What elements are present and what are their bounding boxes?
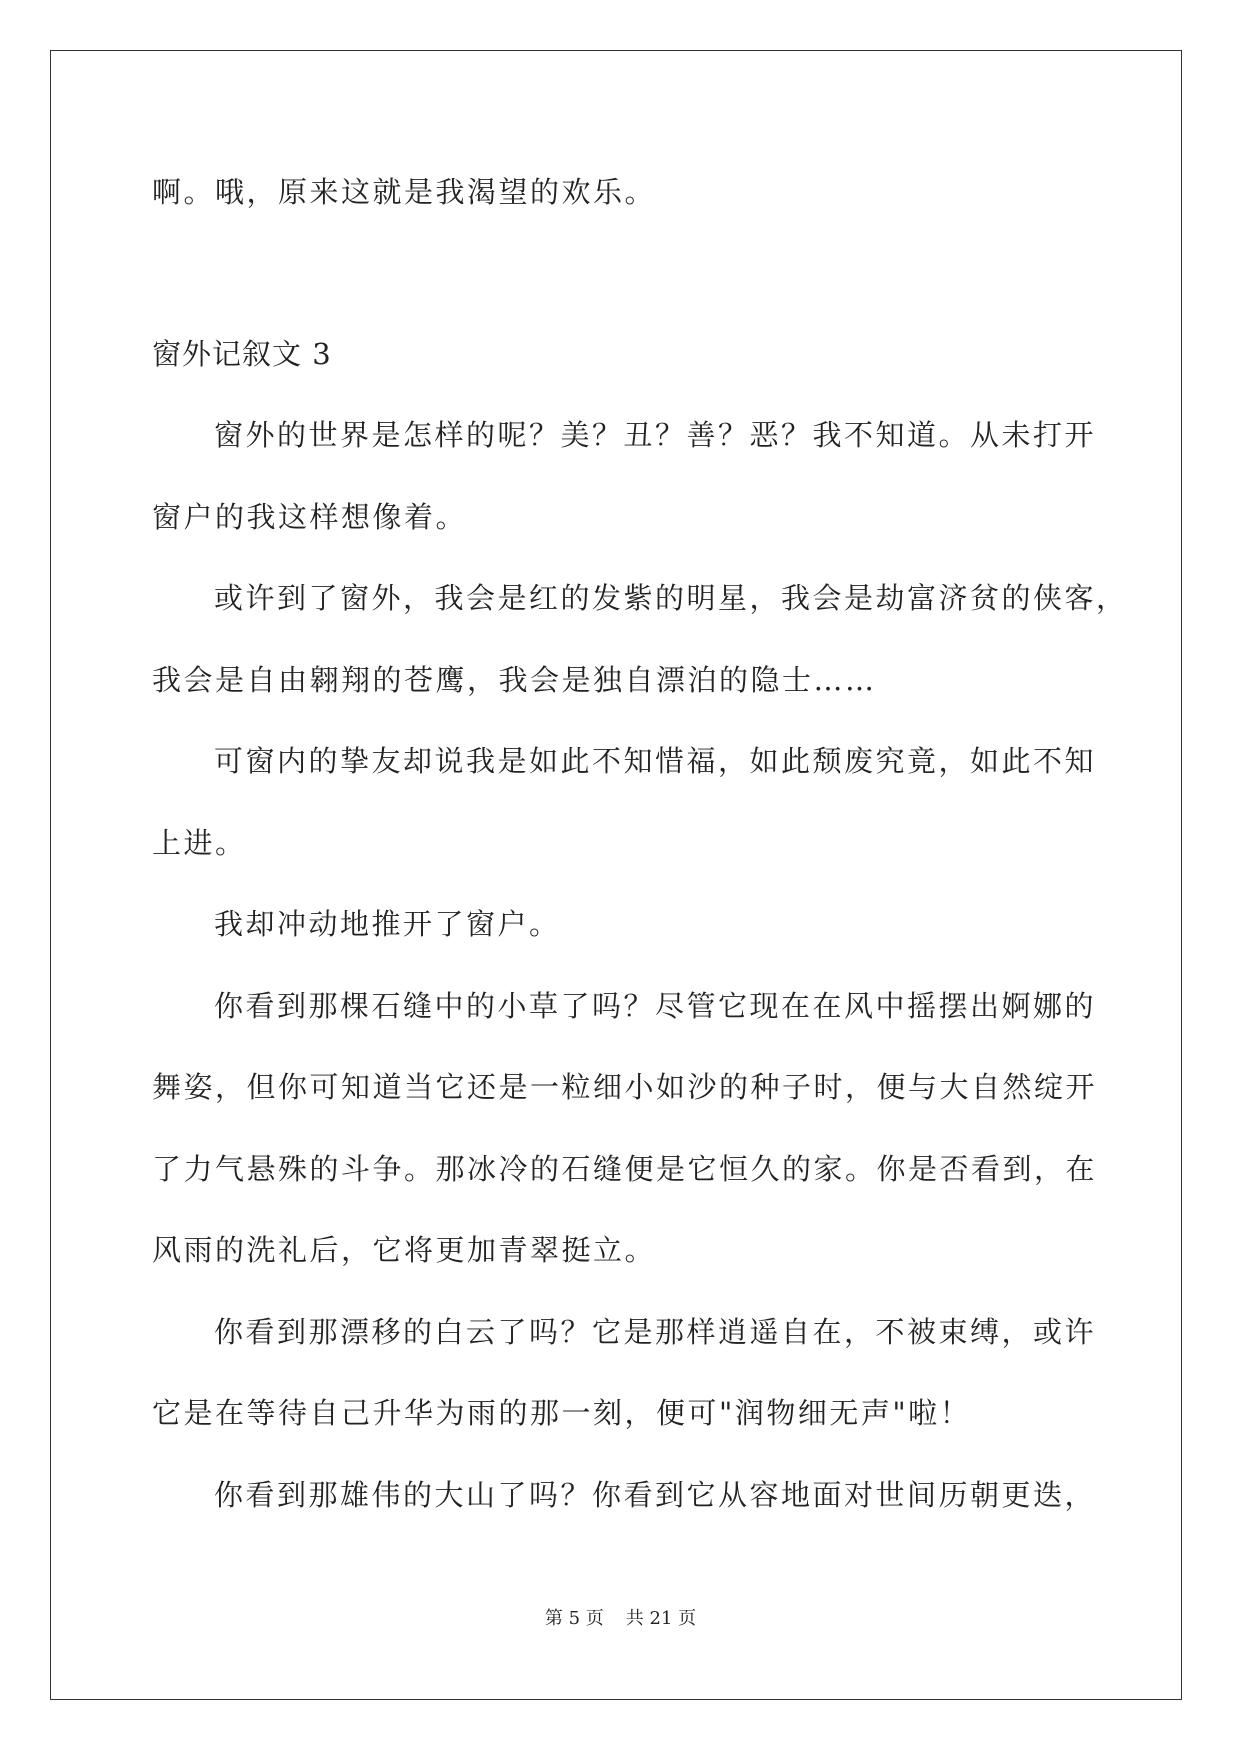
text-line: 舞姿，但你可知道当它还是一粒细小如沙的种子时，便与大自然绽开: [152, 1070, 1098, 1104]
text-line: 了力气悬殊的斗争。那冰冷的石缝便是它恒久的家。你是否看到，在: [152, 1152, 1098, 1186]
section-heading: 窗外记叙文 3: [152, 337, 332, 371]
paragraph-line: 我却冲动地推开了窗户。: [214, 907, 561, 941]
paragraph-line: 或许到了窗外，我会是红的发紫的明星，我会是劫富济贫的侠客，: [214, 581, 1128, 615]
current-page-label: 第 5 页: [544, 1608, 604, 1629]
paragraph-line: 可窗内的挚友却说我是如此不知惜福，如此颓废究竟，如此不知: [214, 744, 1097, 778]
text-line: 我会是自由翱翔的苍鹰，我会是独自漂泊的隐士……: [152, 663, 877, 697]
total-pages-label: 共 21 页: [625, 1608, 697, 1629]
page-frame: [50, 50, 1182, 1700]
text-line: 风雨的洗礼后，它将更加青翠挺立。: [152, 1233, 657, 1267]
page-number-footer: [0, 1607, 1241, 1631]
text-line: 它是在等待自己升华为雨的那一刻，便可"润物细无声"啦！: [152, 1396, 972, 1430]
text-line: 窗户的我这样想像着。: [152, 500, 468, 534]
text-line: 上进。: [152, 826, 247, 860]
text-line: 啊。哦，原来这就是我渴望的欢乐。: [152, 175, 657, 209]
paragraph-line: 你看到那漂移的白云了吗？它是那样逍遥自在，不被束缚，或许: [214, 1315, 1097, 1349]
paragraph-line: 窗外的世界是怎样的呢？美？丑？善？恶？我不知道。从未打开: [214, 418, 1097, 452]
paragraph-line: 你看到那雄伟的大山了吗？你看到它从容地面对世间历朝更迭，: [214, 1478, 1097, 1512]
paragraph-line: 你看到那棵石缝中的小草了吗？尽管它现在在风中摇摆出婀娜的: [214, 989, 1097, 1023]
